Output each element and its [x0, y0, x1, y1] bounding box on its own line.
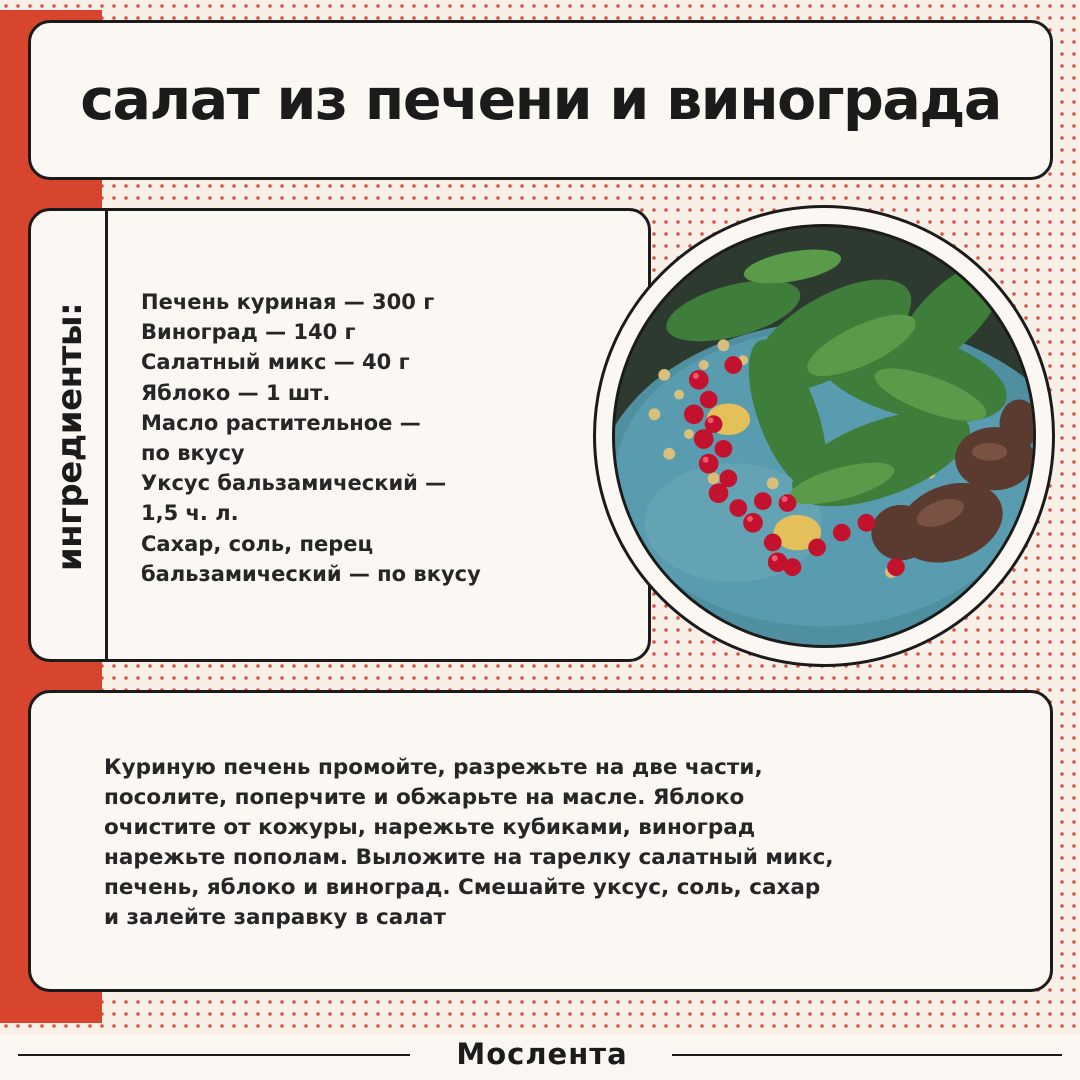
ingredient-line: Виноград — 140 г: [141, 320, 356, 345]
method-line: очистите от кожуры, нарежьте кубиками, виноград: [104, 815, 756, 840]
footer-rule-right: [672, 1054, 1062, 1056]
footer-rule-left: [18, 1054, 410, 1056]
ingredient-line: бальзамический — по вкусу: [141, 561, 481, 586]
method-text: [104, 753, 964, 933]
recipe-title: салат из печени и винограда: [80, 67, 1001, 133]
ingredients-heading: ингредиенты:: [50, 302, 90, 572]
ingredient-line: Печень куриная — 300 г: [141, 290, 435, 314]
ingredient-line: Сахар, соль, перец: [141, 531, 374, 556]
ingredient-line: Салатный микс — 40 г: [141, 350, 410, 375]
method-line: Куриную печень промойте, разрежьте на две части,: [104, 755, 763, 780]
method-line: печень, яблоко и виноград. Смешайте уксус, соль, сахар: [104, 875, 821, 900]
method-line: нарежьте пополам. Выложите на тарелку салатный микс,: [104, 845, 834, 870]
ingredient-line: Уксус бальзамический —: [141, 471, 447, 496]
method-card: [28, 690, 1053, 992]
title-card: [28, 20, 1053, 180]
brand-logo: Мослента: [456, 1037, 628, 1071]
ingredients-card: [28, 208, 651, 662]
method-line: и залейте заправку в салат: [104, 905, 446, 930]
ingredient-line: Яблоко — 1 шт.: [141, 380, 331, 405]
ingredients-divider: [105, 211, 108, 659]
method-line: посолите, поперчите и обжарьте на масле. Яблоко: [104, 785, 745, 810]
ingredient-line: по вкусу: [141, 441, 245, 466]
ingredients-list: [141, 287, 631, 589]
ingredient-line: Масло растительное —: [141, 410, 421, 435]
salad-photo: [612, 224, 1036, 648]
ingredient-line: 1,5 ч. л.: [141, 501, 239, 526]
